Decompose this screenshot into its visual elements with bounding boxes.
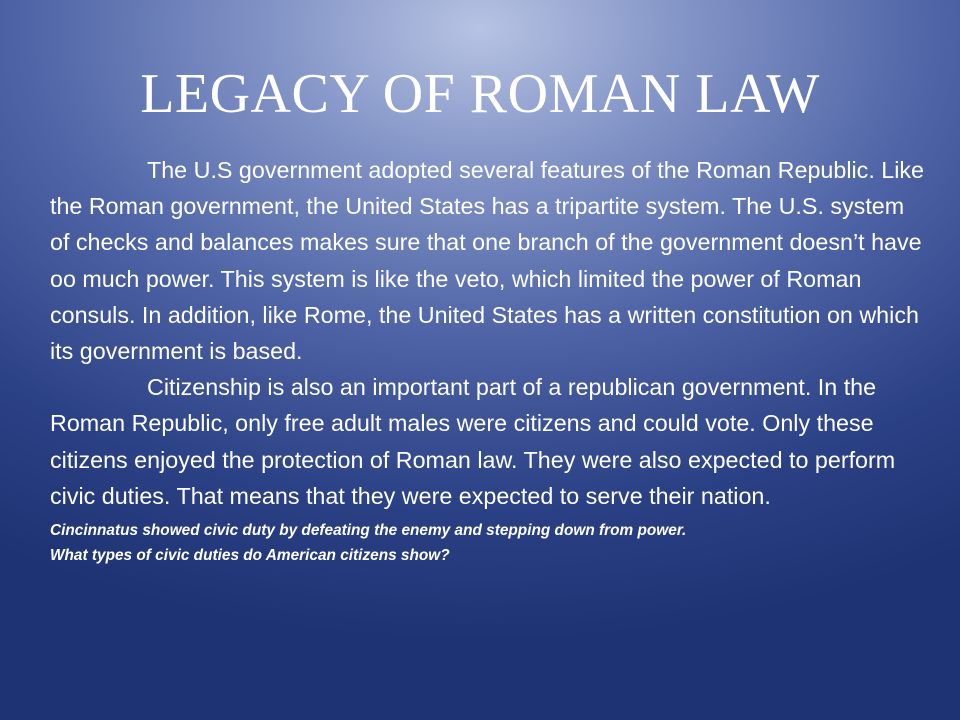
paragraph-citizenship: Citizenship is also an important part of a republican government. In the Roman Republic, only free adult males were citizens and could vote. Only these citizens enjoyed the protection of Roman law. They were also expected to perform civic duties. That means that they were expected to serve their nation. (50, 374, 896, 509)
slide-title: LEGACY OF ROMAN LAW (140, 63, 820, 125)
note-question: What types of civic duties do American citizens show? (50, 547, 450, 565)
paragraph-government: The U.S government adopted several features of the Roman Republic. Like the Roman government, the United States has a tripartite system. The U.S. system of checks and balances makes sure that one branch of the government doesn’t have oo much power. This system is like the veto, which limited the power of Roman consuls. In addition, like Rome, the United States has a written constitution on which its government is based. (50, 157, 924, 365)
note-cincinnatus: Cincinnatus showed civic duty by defeating the enemy and stepping down from power. (50, 522, 687, 540)
slide-body (50, 152, 930, 568)
